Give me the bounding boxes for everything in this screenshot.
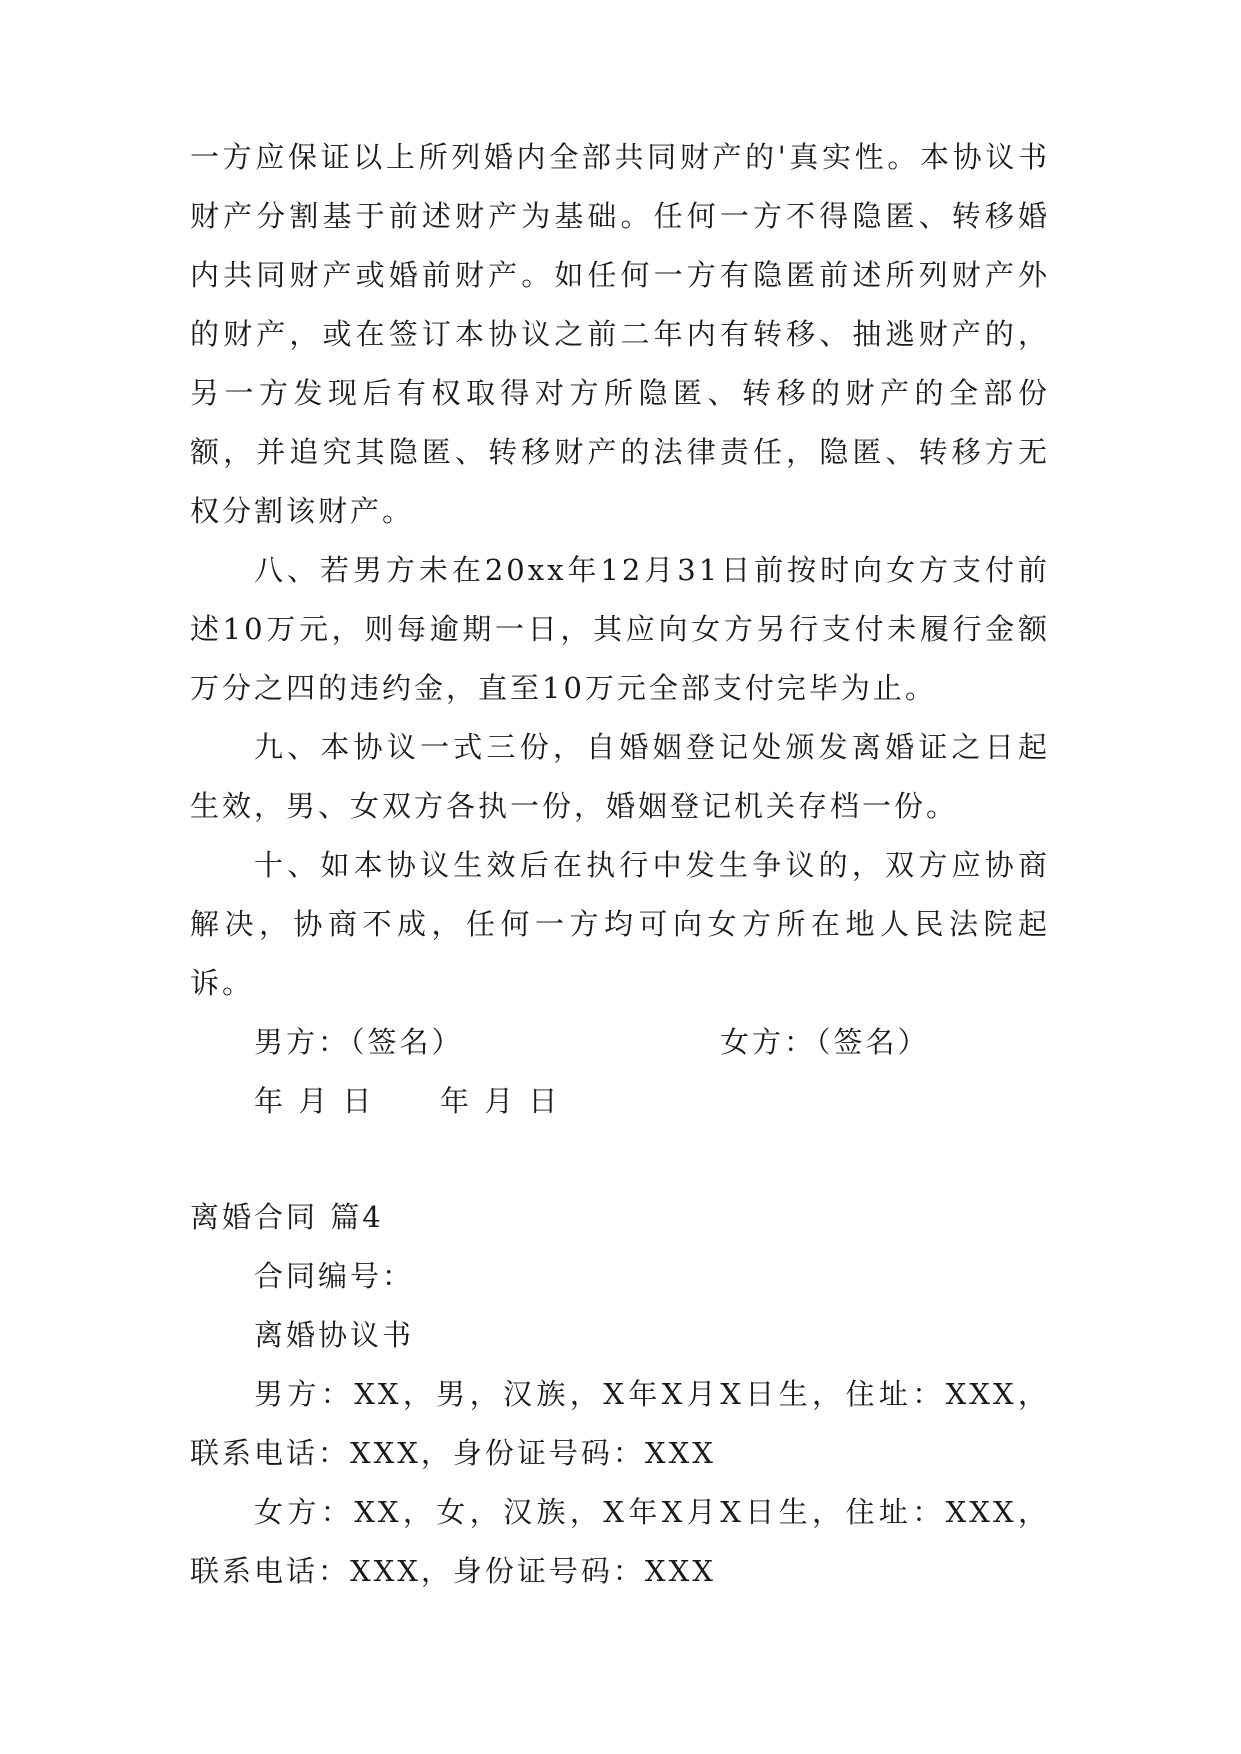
female-signature-label: 女方：（签名） <box>720 1025 930 1059</box>
document-body <box>190 128 1050 1601</box>
paragraph-clause-9: 九、本协议一式三份，自婚姻登记处颁发离婚证之日起生效，男、女双方各执一份，婚姻登记机关存档一份。 <box>190 730 1050 823</box>
paragraph-clause-8: 八、若男方未在20xx年12月31日前按时向女方支付前述10万元，则每逾期一日，其应向女方另行支付未履行金额万分之四的违约金，直至10万元全部支付完毕为止。 <box>190 553 1050 705</box>
section-heading: 离婚合同 篇4 <box>190 1200 384 1234</box>
male-signature-label: 男方：（签名） <box>254 1025 464 1059</box>
paragraph-clause-10: 十、如本协议生效后在执行中发生争议的，双方应协商解决，协商不成，任何一方均可向女方所在地人民法院起诉。 <box>190 848 1050 1000</box>
section-spacer <box>190 1131 1050 1188</box>
male-date-label: 年 月 日 <box>254 1084 375 1118</box>
date-row <box>190 1072 1050 1131</box>
female-party-info: 女方：XX，女，汉族，X年X月X日生，住址：XXX，联系电话：XXX，身份证号码：XXX <box>190 1495 1050 1588</box>
female-date-label: 年 月 日 <box>440 1084 561 1118</box>
signature-row <box>190 1013 1050 1072</box>
paragraph-property-disclosure: 一方应保证以上所列婚内全部共同财产的'真实性。本协议书财产分割基于前述财产为基础。任何一方不得隐匿、转移婚内共同财产或婚前财产。如任何一方有隐匿前述所列财产外的财产，或在签订本协议之前二年内有转移、抽逃财产的，另一方发现后有权取得对方所隐匿、转移的财产的全部份额，并追究其隐匿、转移财产的法律责任，隐匿、转移方无权分割该财产。 <box>190 140 1050 528</box>
contract-number-label: 合同编号： <box>254 1259 415 1293</box>
male-party-info: 男方：XX，男，汉族，X年X月X日生，住址：XXX，联系电话：XXX，身份证号码：XXX <box>190 1377 1050 1470</box>
document-title: 离婚协议书 <box>254 1318 415 1352</box>
